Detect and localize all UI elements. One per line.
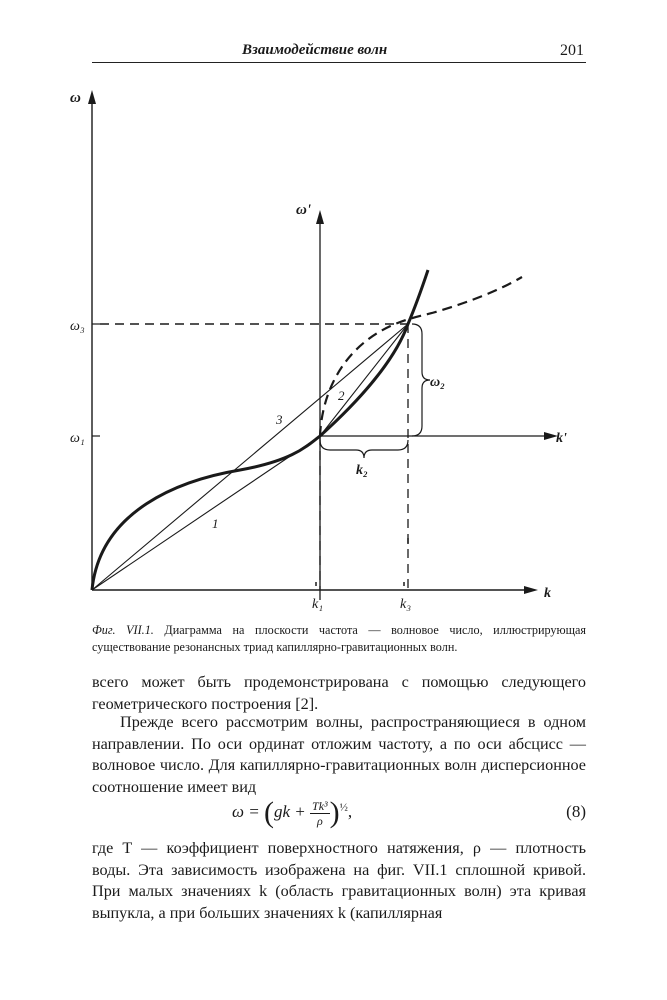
omega-axis-label: ω xyxy=(70,90,81,106)
figure-caption-label: Фиг. VII.1. xyxy=(92,623,154,637)
paragraph-1: всего может быть продемонстрирована с помощью следующего геометрического построения [2]. xyxy=(92,673,586,713)
paragraph-3: где T — коэффициент поверхностного натяжения, ρ — плотность воды. Эта зависимость изображена на фиг. VII.1 сплошной кривой. При малых значениях k (область гравитационных волн) эта кривая выпукла, а при больших значениях k (капиллярная xyxy=(92,839,586,922)
omega-2-label: ω₂ xyxy=(430,375,446,390)
k-prime-axis-label: k' xyxy=(556,431,567,446)
running-title: Взаимодействие волн xyxy=(242,42,388,58)
line-1 xyxy=(92,436,320,590)
equation-8 xyxy=(92,790,586,836)
omega-1-label: ω₁ xyxy=(70,431,85,446)
paragraph-2: Прежде всего рассмотрим волны, распространяющиеся в одном направлении. По оси ординат отложим частоту, а по оси абсцисс — волновое число. Для капиллярно-гравитационных волн дисперсионное соотношение имеет вид xyxy=(92,713,586,796)
equation-close-paren: ) xyxy=(329,796,340,829)
omega-2-brace xyxy=(412,324,430,436)
curve-2-label: 2 xyxy=(338,388,345,403)
page-number: 201 xyxy=(560,42,584,59)
k-1-label: k₁ xyxy=(312,597,324,612)
equation-number: (8) xyxy=(566,802,586,821)
k-2-brace xyxy=(320,440,408,458)
equation-fraction xyxy=(310,799,330,828)
equation-body xyxy=(232,796,352,830)
omega-axis-arrow xyxy=(88,90,96,104)
equation-lhs: ω = xyxy=(232,801,264,821)
equation-exponent: ½ xyxy=(339,801,348,814)
equation-open-paren: ( xyxy=(263,796,274,829)
k-axis-label: k xyxy=(544,586,551,601)
figure-caption-text: Диаграмма на плоскости частота — волновое число, иллюстрирующая существование резонансных триад капиллярно-гравитационных волн. xyxy=(92,623,586,654)
omega-prime-axis-arrow xyxy=(316,210,324,224)
shifted-dispersion-curve xyxy=(320,277,522,436)
equation-trail: , xyxy=(347,801,353,821)
k-3-label: k₃ xyxy=(400,597,412,612)
curve-1-label: 1 xyxy=(212,516,219,531)
figure-caption xyxy=(92,622,586,656)
dispersion-curve xyxy=(92,270,428,590)
curve-3-label: 3 xyxy=(276,412,283,427)
line-3 xyxy=(92,324,408,590)
omega-prime-axis-label: ω' xyxy=(296,202,312,218)
equation-numerator: Tk³ xyxy=(312,798,328,813)
k-2-label: k₂ xyxy=(356,463,368,478)
omega-3-label: ω₃ xyxy=(70,319,85,334)
equation-gk: gk + xyxy=(273,801,311,821)
k-axis-arrow xyxy=(524,586,538,594)
equation-denominator: ρ xyxy=(316,813,323,828)
